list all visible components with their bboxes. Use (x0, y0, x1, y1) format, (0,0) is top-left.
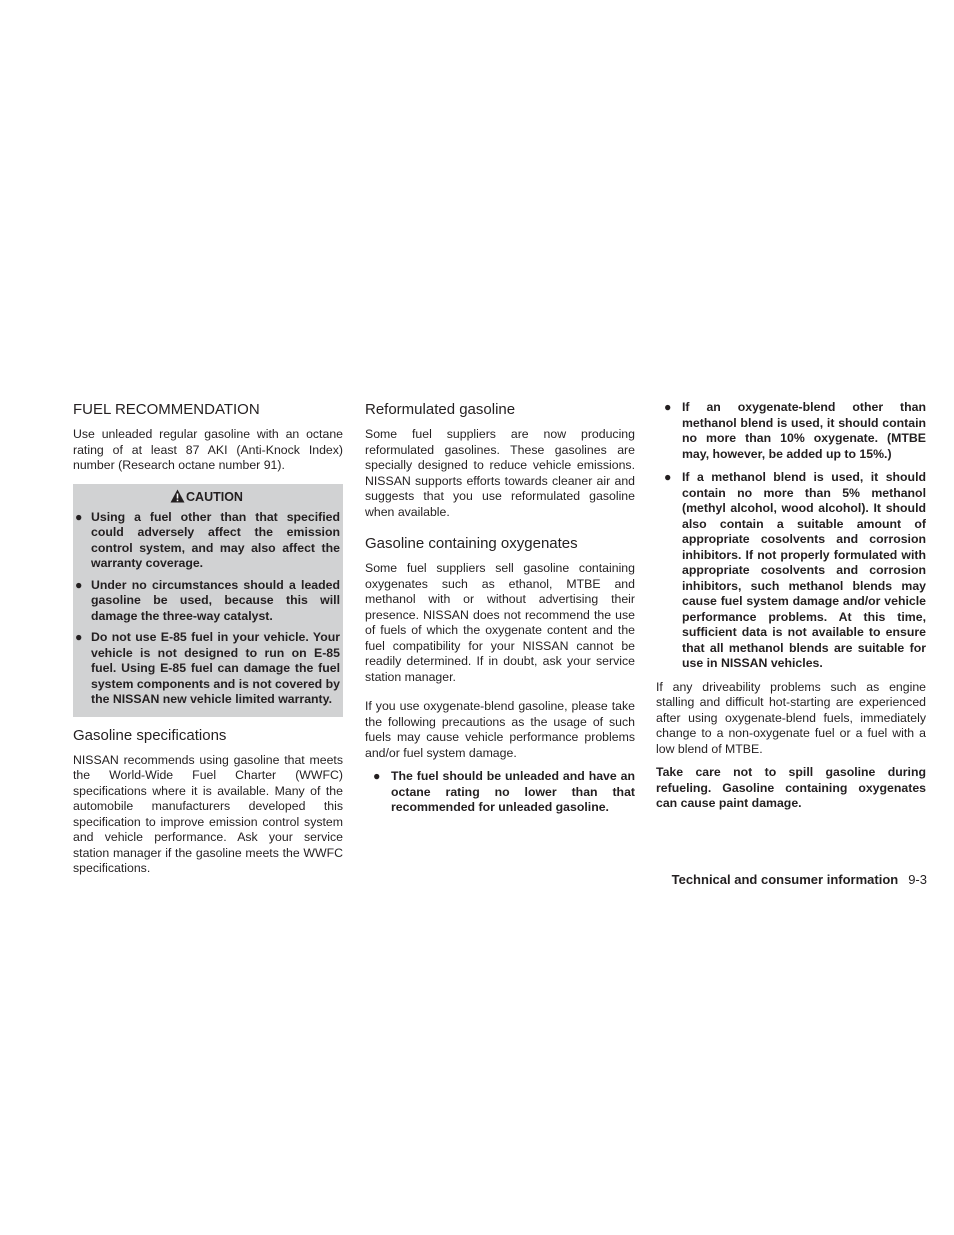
caution-item: ● Using a fuel other than that specified could adversely affect the emission control system, and may also affect the warranty coverage. (75, 509, 340, 570)
caution-item: ● Under no circumstances should a leaded gasoline be used, because this will damage the three-way catalyst. (75, 577, 340, 623)
specifications-paragraph: NISSAN recommends using gasoline that meets the World-Wide Fuel Charter (WWFC) specifications where it is available. Many of the automobile manufacturers developed this specification to improve emission control system and vehicle performance. Ask your service station manager if the gasoline meets the WWFC specifications. (73, 752, 343, 875)
column-middle (365, 400, 635, 824)
warning-triangle-icon (170, 489, 185, 503)
precaution-item: ● If a methanol blend is used, it should contain no more than 5% methanol (methyl alcohol, wood alcohol). It should also contain a suitable amount of appropriate cosolvents and corrosion inhibitors. If not properly formulated with appropriate cosolvents and corrosion inhibitors, such methanol blends may cause fuel system damage and/or vehicle performance problems. At this time, sufficient data is not available to ensure that all methanol blends are suitable for use in NISSAN vehicles. (664, 470, 926, 670)
caution-item: ● Do not use E-85 fuel in your vehicle. Your vehicle is not designed to run on E-85 fuel. Using E-85 fuel can damage the fuel system components and is not covered by the NISSAN new vehicle limited warranty. (75, 630, 340, 706)
column-left (73, 400, 343, 885)
reformulated-paragraph: Some fuel suppliers are now producing reformulated gasolines. These gasolines are specially designed to reduce vehicle emissions. NISSAN supports efforts towards cleaner air and suggests that you use reformulated gasoline when available. (365, 427, 635, 519)
bullet-icon: ● (75, 577, 83, 592)
intro-paragraph: Use unleaded regular gasoline with an octane rating of at least 87 AKI (Anti-Knock Index) number (Research octane number 91). (73, 427, 343, 472)
caution-list (73, 510, 340, 708)
bullet-icon: ● (664, 400, 672, 414)
oxygenates-paragraph-1: Some fuel suppliers sell gasoline containing oxygenates such as ethanol, MTBE and methanol with or without advertising their presence. NISSAN does not recommend the use of fuels of which the oxygenate content and the fuel compatibility for your NISSAN cannot be readily determined. If in doubt, ask your service station manager. (365, 561, 635, 684)
precaution-item: ● The fuel should be unleaded and have an octane rating no lower than that recommended for unleaded gasoline. (373, 769, 635, 814)
bullet-icon: ● (75, 509, 83, 524)
section-heading-gasoline-specifications: Gasoline specifications (73, 726, 227, 744)
spill-warning-paragraph: Take care not to spill gasoline during refueling. Gasoline containing oxygenates can cause paint damage. (656, 765, 926, 810)
precaution-item: ● If an oxygenate-blend other than methanol blend is used, it should contain no more than 10% oxygenate. (MTBE may, however, be added up to 15%.) (664, 400, 926, 461)
bullet-icon: ● (75, 630, 83, 644)
driveability-paragraph: If any driveability problems such as engine stalling and difficult hot-starting are experienced after using oxygenate-blend fuels, immediately change to a non-oxygenate fuel or a fuel with a low blend of MTBE. (656, 679, 926, 756)
caution-header (73, 488, 340, 506)
bullet-icon: ● (664, 470, 672, 484)
footer-section-title: Technical and consumer information (671, 872, 899, 887)
page-number: 9-3 (908, 872, 927, 887)
caution-box (73, 484, 343, 717)
section-heading-fuel-recommendation: FUEL RECOMMENDATION (73, 401, 260, 418)
section-heading-oxygenates: Gasoline containing oxygenates (365, 535, 578, 552)
page-footer (672, 871, 927, 889)
precaution-list-continued (656, 400, 926, 672)
precaution-list (365, 769, 635, 816)
bullet-icon: ● (373, 769, 381, 783)
column-right (656, 400, 926, 820)
section-heading-reformulated-gasoline: Reformulated gasoline (365, 401, 516, 418)
oxygenates-paragraph-2: If you use oxygenate-blend gasoline, please take the following precautions as the usage of such fuels may cause vehicle performance problems and/or fuel system damage. (365, 699, 635, 760)
caution-title: CAUTION (186, 489, 243, 504)
